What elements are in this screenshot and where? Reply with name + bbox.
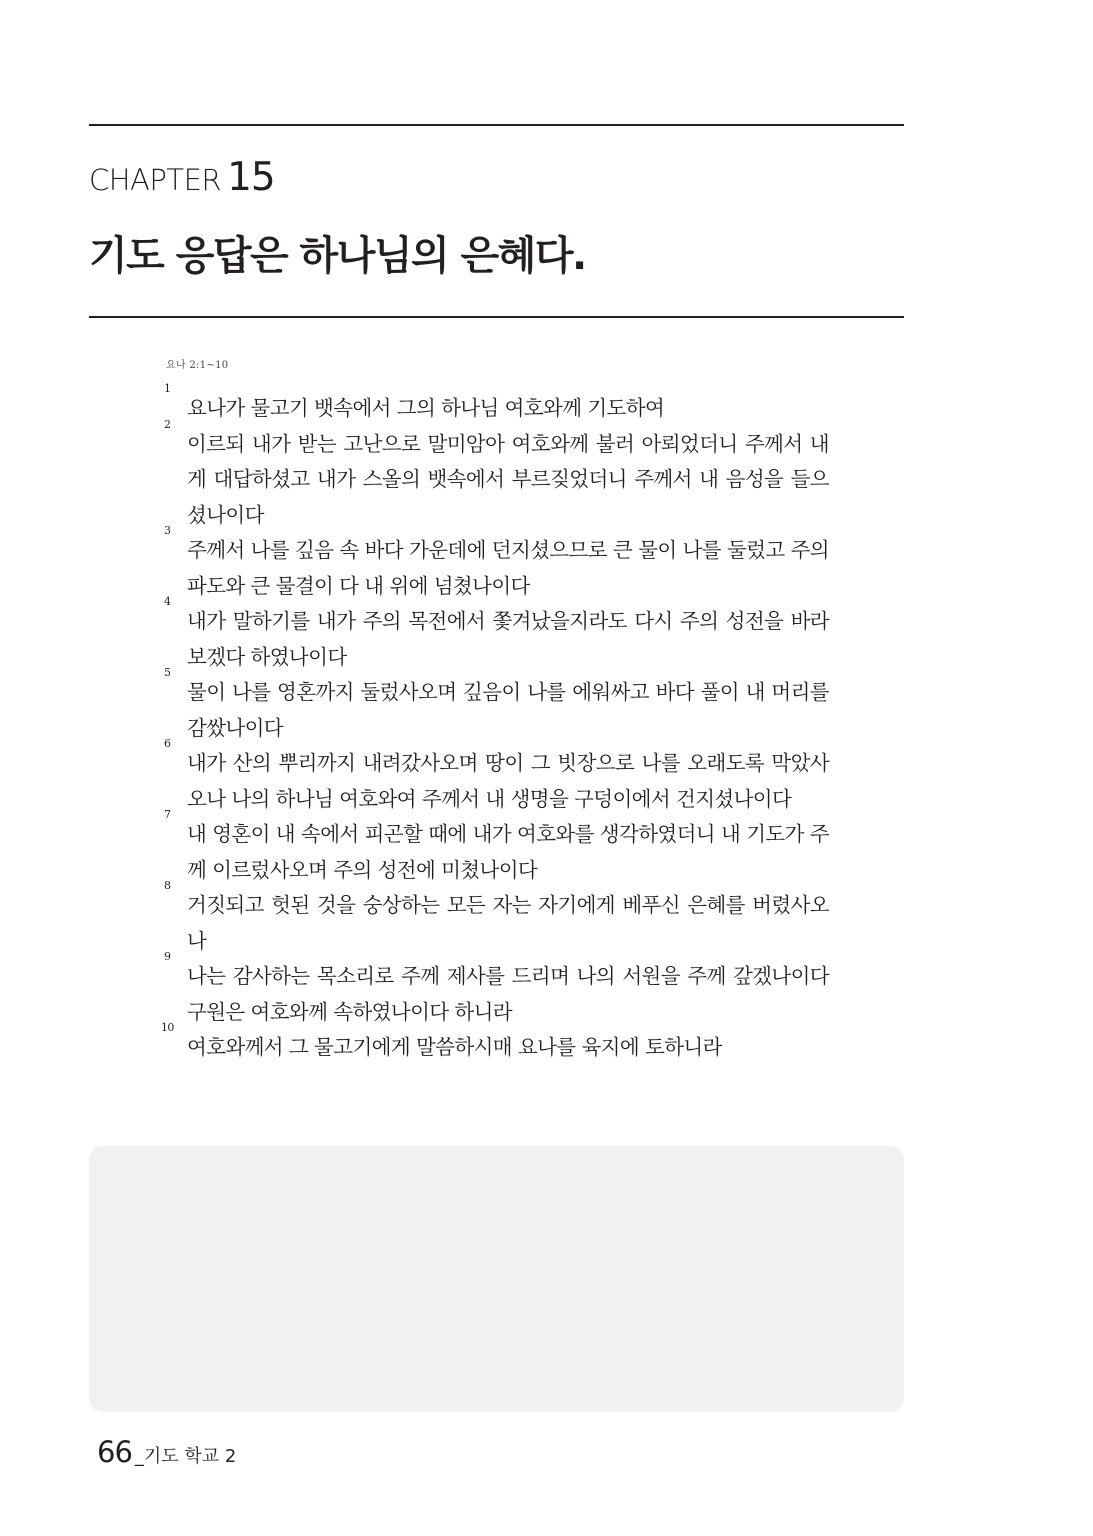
chapter-title: 기도 응답은 하나님의 은혜다. <box>89 233 586 279</box>
chapter-word: CHAPTER <box>89 163 222 197</box>
verse-number: 9 <box>164 950 171 963</box>
page-footer <box>97 1435 237 1469</box>
verse-number: 8 <box>164 879 171 892</box>
verse-list <box>161 382 829 1066</box>
verse-number: 6 <box>164 737 171 750</box>
title-rule <box>89 316 904 318</box>
verse-8 <box>164 879 829 959</box>
verse-1 <box>164 382 829 427</box>
verse-text: 이르되 내가 받는 고난으로 말미암아 여호와께 불러 아뢰었더니 주께서 내게 대답하셨고 내가 스올의 뱃속에서 부르짖었더니 주께서 내 음성을 들으셨나이다 <box>187 431 829 527</box>
verse-text: 거짓되고 헛된 것을 숭상하는 모든 자는 자기에게 베푸신 은혜를 버렸사오나 <box>187 893 829 953</box>
verse-7 <box>164 808 829 888</box>
verse-4 <box>164 595 829 675</box>
chapter-number: 15 <box>227 155 275 200</box>
verse-number: 5 <box>164 666 171 679</box>
verse-text: 내 영혼이 내 속에서 피곤할 때에 내가 여호와를 생각하였더니 내 기도가 주께 이르렀사오며 주의 성전에 미쳤나이다 <box>187 822 829 882</box>
verse-text: 주께서 나를 깊음 속 바다 가운데에 던지셨으므로 큰 물이 나를 둘렀고 주의 파도와 큰 물결이 다 내 위에 넘쳤나이다 <box>187 538 829 598</box>
verse-10 <box>161 1021 829 1066</box>
verse-3 <box>164 524 829 604</box>
verse-number: 2 <box>164 417 171 431</box>
verse-number: 10 <box>161 1021 174 1034</box>
verse-number: 4 <box>164 595 171 608</box>
running-title: _기도 학교 2 <box>134 1446 237 1467</box>
verse-2 <box>164 417 829 537</box>
verse-number: 3 <box>164 524 171 537</box>
verse-number: 1 <box>164 382 171 395</box>
verse-text: 여호와께서 그 물고기에게 말씀하시매 요나를 육지에 토하니라 <box>187 1035 722 1059</box>
verse-number: 7 <box>164 808 171 821</box>
verse-text: 내가 산의 뿌리까지 내려갔사오며 땅이 그 빗장으로 나를 오래도록 막았사오나 나의 하나님 여호와여 주께서 내 생명을 구덩이에서 건지셨나이다 <box>187 751 829 811</box>
note-box <box>89 1146 904 1412</box>
verse-text: 요나가 물고기 뱃속에서 그의 하나님 여호와께 기도하여 <box>187 396 665 420</box>
page-number: 66 <box>97 1435 132 1469</box>
verse-text: 물이 나를 영혼까지 둘렀사오며 깊음이 나를 에워싸고 바다 풀이 내 머리를 감쌌나이다 <box>187 680 829 740</box>
top-rule <box>89 124 904 126</box>
verse-text: 내가 말하기를 내가 주의 목전에서 쫓겨났을지라도 다시 주의 성전을 바라보겠다 하였나이다 <box>187 609 829 669</box>
verse-9 <box>164 950 829 1030</box>
verse-5 <box>164 666 829 746</box>
chapter-label <box>89 155 275 200</box>
verse-6 <box>164 737 829 817</box>
scripture-reference: 요나 2:1~10 <box>166 360 229 371</box>
verse-text: 나는 감사하는 목소리로 주께 제사를 드리며 나의 서원을 주께 갚겠나이다 구원은 여호와께 속하였나이다 하니라 <box>187 964 829 1024</box>
